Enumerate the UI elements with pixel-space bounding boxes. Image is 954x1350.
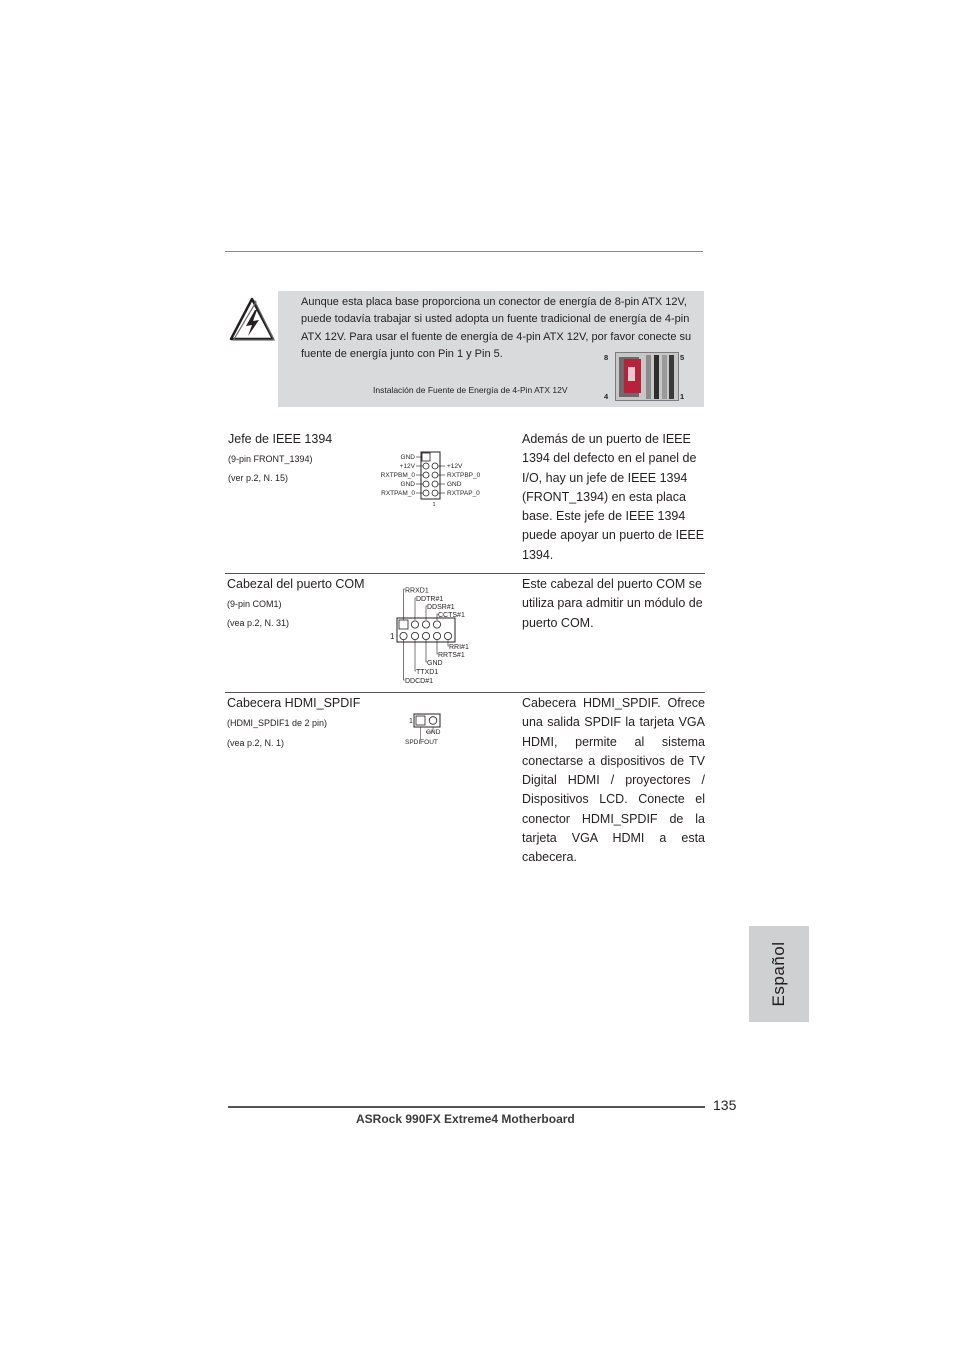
hdmi-spdif-pin-spec: (HDMI_SPDIF1 de 2 pin) (227, 718, 328, 728)
atx-connector-photo (615, 352, 679, 401)
ieee-pin-right-0: +12V (447, 463, 463, 470)
page-number: 135 (713, 1097, 737, 1113)
ieee-pin-right-3: RXTPAP_0 (447, 490, 480, 497)
ieee-pin-left-1: +12V (399, 463, 415, 470)
com-pin-top-1: DDTR#1 (416, 596, 444, 603)
ieee1394-description: Además de un puerto de IEEE 1394 del defecto en el panel de I/O, hay un jefe de IEEE 1394 (FRONT_1394) en esta placa base. Este jefe de IEEE 1394 puede apoyar un puerto de IEEE 1394. (522, 432, 705, 562)
pin-label-4: 4 (604, 392, 609, 401)
language-tab-label: Español (769, 941, 788, 1007)
com-pin-top-0: RRXD1 (405, 587, 429, 595)
com-pin-spec: (9-pin COM1) (227, 599, 282, 609)
ieee-pin-left-3: GND (400, 481, 415, 488)
pin-label-1: 1 (680, 392, 685, 401)
top-rule (225, 251, 703, 252)
spdif-pin-out: SPDIFOUT (405, 739, 438, 746)
com-title: Cabezal del puerto COM (227, 577, 365, 591)
footer-title: ASRock 990FX Extreme4 Motherboard (356, 1112, 575, 1126)
ieee-pin-left-4: RXTPAM_0 (381, 490, 415, 497)
hdmi-spdif-pin-diagram (400, 711, 450, 747)
com-pin-bottom-0: RRI#1 (449, 644, 469, 651)
spdif-pin-gnd: GND (426, 729, 441, 736)
note-text: Aunque esta placa base proporciona un conector de energía de 8-pin ATX 12V, puede todavía trabajar si usted adopta un fuente tradicional de energía de 4-pin ATX 12V. Para usar el fuente de energía de 4-pin ATX 12V, por favor conecte su fuente de energía junto con Pin 1 y Pin 5. (301, 296, 692, 360)
ieee-pin-right-2: GND (447, 481, 462, 488)
pin-label-8: 8 (604, 353, 609, 362)
hdmi-spdif-reference: (vea p.2, N. 1) (227, 738, 285, 748)
warning-high-voltage-icon (228, 296, 276, 342)
spdif-pin-one: 1 (409, 718, 413, 725)
ieee-pin-left-0: GND (400, 454, 415, 461)
com-pin-top-2: DDSR#1 (427, 604, 455, 611)
com-pin-diagram (388, 584, 478, 688)
note-caption: Instalación de Fuente de Energía de 4-Pin ATX 12V (373, 385, 568, 395)
section-divider-1 (225, 573, 705, 574)
ieee-pin-right-1: RXTPBP_0 (447, 472, 481, 479)
ieee1394-title: Jefe de IEEE 1394 (228, 432, 333, 446)
ieee1394-pin-diagram (378, 449, 488, 509)
com-pin-top-3: CCTS#1 (438, 612, 465, 619)
com-pin-bottom-4: DDCD#1 (405, 678, 434, 685)
com-pin-bottom-3: TTXD1 (416, 669, 439, 676)
ieee-pin-left-2: RXTPBM_0 (380, 472, 415, 479)
com-pin-bottom-1: RRTS#1 (438, 652, 465, 659)
com-pin-one: 1 (390, 632, 395, 641)
com-description: Este cabezal del puerto COM se utiliza para admitir un módulo de puerto COM. (522, 577, 703, 630)
hdmi-spdif-description: Cabecera HDMI_SPDIF. Ofrece una salida SPDIF la tarjeta VGA HDMI, permite al sistema conectarse a dispositivos de TV Digital HDMI / proyectores / Dispositivos LCD. Conecte el conector HDMI_SPDIF de la tarjeta VGA HDMI a esta cabecera. (522, 696, 705, 865)
footer-rule (228, 1106, 705, 1108)
com-reference: (vea p.2, N. 31) (227, 618, 290, 628)
section-divider-2 (225, 692, 705, 693)
com-pin-bottom-2: GND (427, 660, 443, 667)
hdmi-spdif-title: Cabecera HDMI_SPDIF (227, 696, 361, 710)
ieee1394-reference: (ver p.2, N. 15) (228, 473, 289, 483)
language-side-tab (749, 926, 809, 1022)
pin-label-5: 5 (680, 353, 685, 362)
ieee-pin-one: 1 (432, 502, 436, 508)
ieee1394-pin-spec: (9-pin FRONT_1394) (228, 454, 313, 464)
